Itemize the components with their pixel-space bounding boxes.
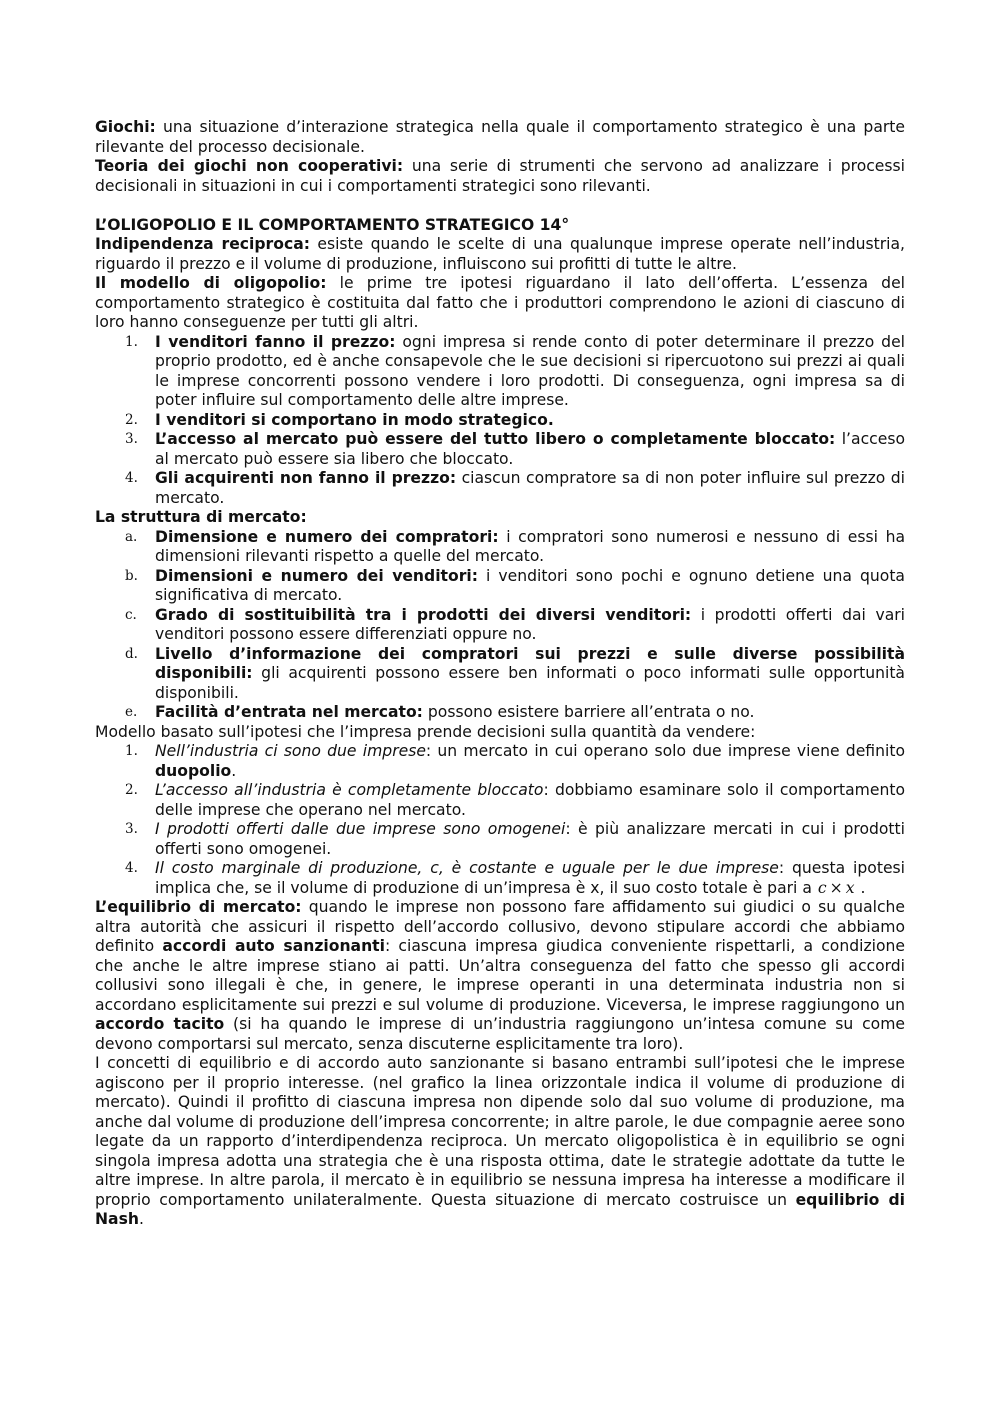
list-marker: 1.: [125, 743, 138, 759]
text-concetti-after: .: [138, 1210, 144, 1228]
list-marker: 4.: [125, 860, 138, 876]
list-item-term: Gli acquirenti non fanno il prezzo:: [155, 469, 457, 487]
cost-formula: [818, 879, 855, 897]
term-equilibrio: L’equilibrio di mercato:: [95, 898, 302, 916]
list-item-term: Grado di sostituibilità tra i prodotti dei diversi venditori:: [155, 605, 692, 624]
paragraph-indipendenza: [95, 235, 905, 274]
section-heading: L’OLIGOPOLIO E IL COMPORTAMENTO STRATEGICO 14°: [95, 215, 570, 234]
list-marker: c.: [125, 606, 137, 623]
list-item: [95, 430, 905, 469]
term-indipendenza: Indipendenza reciproca:: [95, 235, 310, 253]
list-item: [95, 469, 905, 508]
list-item: [95, 606, 905, 645]
list-item-text: : un mercato in cui operano solo due imprese viene definito: [425, 742, 905, 760]
list-item-term: Facilità d’entrata nel mercato:: [155, 703, 423, 721]
list-item-italic: L’accesso all’industria è completamente bloccato: [155, 781, 544, 799]
text-giochi: una situazione d’interazione strategica nella quale il comportamento strategico è una parte rilevante del processo decisionale.: [95, 118, 905, 156]
list-marker: 2.: [125, 782, 138, 798]
list-item-bold: duopolio: [155, 761, 232, 780]
text-equilibrio-3: (si ha quando le imprese di un’industria raggiungono un’intesa comune su come devono comportarsi sul mercato, senza discuterne esplicitamente tra loro).: [95, 1015, 905, 1053]
list-marker: 3.: [125, 431, 138, 447]
list-item: [95, 742, 905, 781]
list-item: [95, 645, 905, 704]
list-item: [95, 781, 905, 820]
list-item: [95, 528, 905, 567]
formula-end: .: [860, 878, 866, 897]
paragraph-equilibrio: [95, 898, 905, 1054]
struttura-heading: [95, 508, 905, 528]
formula-c: c: [817, 878, 827, 897]
text-modello-oligopolio: le prime tre ipotesi riguardano il lato dell’offerta. L’essenza del comportamento strategico è costituita dal fatto che i produttori comprendono le azioni di ciascuno di loro hanno conseguenze per tutti gli altri.: [95, 274, 905, 331]
list-item-text: : questa ipotesi implica che, se il volume di produzione di un’impresa è x, il suo costo totale è pari a: [155, 859, 905, 897]
list-item-text: ciascun compratore sa di non poter influire sul prezzo di mercato.: [155, 469, 905, 507]
paragraph-modello-quantita: Modello basato sull’ipotesi che l’impresa prende decisioni sulla quantità da vendere:: [95, 722, 756, 741]
list-item-term: I venditori si comportano in modo strategico.: [155, 410, 554, 429]
list-item-text: : dobbiamo esaminare solo il comportamento delle imprese che operano nel mercato.: [155, 781, 905, 819]
list-item-text: possono esistere barriere all’entrata o no.: [422, 703, 755, 721]
list-item: [95, 820, 905, 859]
list-item-after: .: [231, 761, 237, 780]
list-item-term: Livello d’informazione dei compratori sui prezzi e sulle diverse possibilità disponibili:: [155, 644, 905, 682]
list-item-italic: Il costo marginale di produzione, c, è costante e uguale per le due imprese: [155, 859, 779, 877]
paragraph-teoria-giochi: [95, 157, 905, 196]
paragraph-giochi: [95, 118, 905, 157]
paragraph-concetti: [95, 1054, 905, 1230]
ipotesi-list: [95, 333, 905, 509]
list-item-text: l’acceso al mercato può essere sia libero che bloccato.: [155, 430, 905, 468]
list-item-text: ogni impresa si rende conto di poter determinare il prezzo del proprio prodotto, ed è anche consapevole che le sue decisioni si ripercuotono sui prezzi ai quali le imprese concorrenti possono vendere i loro prodotti. Di conseguenza, ogni impresa sa di poter influire sul comportamento delle altre imprese.: [155, 332, 905, 409]
list-item: [95, 411, 905, 431]
text-equilibrio-2: : ciascuna impresa giudica conveniente rispettarli, a condizione che anche le altre imprese stiano ai patti. Un’altra conseguenza del fatto che spesso gli accordi collusivi sono illegali è che, in genere, le imprese operanti in una determinata industria non si accordano esplicitamente sui prezzi e sul volume di produzione. Viceversa, le imprese raggiungono un: [95, 937, 905, 1014]
list-item-term: Dimensioni e numero dei venditori:: [155, 566, 478, 585]
list-marker: 4.: [125, 470, 138, 486]
text-concetti: I concetti di equilibrio e di accordo auto sanzionante si basano entrambi sull’ipotesi che le imprese agiscono per il proprio interesse. (nel grafico la linea orizzontale indica il volume di produzione di mercato). Quindi il profitto di ciascuna impresa non dipende solo dal suo volume di produzione, ma anche dal volume di produzione dell’impresa concorrente; in altre parole, le due compagnie aeree sono legate da un rapporto d’interdipendenza reciproca. Un mercato oligopolistica è in equilibrio se ogni singola impresa adotta una strategia che è una risposta ottima, date le strategie adottate da tutte le altre imprese. In altre parola, il mercato è in equilibrio se nessuna impresa ha interesse a modificare il proprio comportamento unilateralmente. Questa situazione di mercato costruisce un: [95, 1054, 905, 1209]
list-item-term: Dimensione e numero dei compratori:: [155, 527, 499, 546]
list-marker: e.: [125, 704, 138, 720]
list-item: [95, 567, 905, 606]
spacer: [95, 196, 905, 216]
list-item-term: L’accesso al mercato può essere del tutto libero o completamente bloccato:: [155, 430, 836, 448]
list-item: [95, 703, 905, 723]
list-item: [95, 333, 905, 411]
list-marker: 1.: [125, 333, 138, 350]
formula-times: ×: [829, 878, 843, 897]
list-item-text: i prodotti offerti dai vari venditori possono essere differenziati oppure no.: [155, 605, 905, 643]
bold-equilibrio-nash: equilibrio di Nash: [95, 1190, 905, 1228]
text-equilibrio-1: quando le imprese non possono fare affidamento sui giudici o su qualche altra autorità che assicuri il rispetto dell’accordo collusivo, devono stipulare accordi che abbiamo definito: [95, 898, 906, 955]
list-marker: a.: [125, 528, 138, 545]
modello-quantita-list: [95, 742, 905, 898]
list-item-text: i compratori sono numerosi e nessuno di essi ha dimensioni rilevanti rispetto a quelle del mercato.: [155, 527, 906, 565]
list-item-text: i venditori sono pochi e ognuno detiene una quota significativa di mercato.: [155, 566, 905, 604]
list-marker: b.: [125, 567, 138, 584]
list-item-italic: I prodotti offerti dalle due imprese sono omogenei: [155, 820, 566, 838]
term-teoria-giochi: Teoria dei giochi non cooperativi:: [95, 157, 404, 175]
list-item: [95, 859, 905, 898]
text-indipendenza: esiste quando le scelte di una qualunque imprese operate nell’industria, riguardo il prezzo e il volume di produzione, influiscono sui profitti di tutte le altre.: [95, 235, 905, 273]
paragraph-modello-oligopolio: [95, 274, 905, 333]
list-item-italic: Nell’industria ci sono due imprese: [155, 742, 426, 760]
list-item-text: gli acquirenti possono essere ben informati o poco informati sulle opportunità disponibili.: [155, 664, 905, 702]
list-item-term: I venditori fanno il prezzo:: [155, 332, 396, 351]
formula-x: x: [845, 878, 855, 897]
text-teoria-giochi: una serie di strumenti che servono ad analizzare i processi decisionali in situazioni in cui i comportamenti strategici sono rilevanti.: [95, 157, 905, 195]
list-marker: 3.: [125, 821, 138, 837]
struttura-list: [95, 528, 905, 723]
list-marker: d.: [125, 645, 138, 662]
bold-accordi-auto-sanzionanti: accordi auto sanzionanti: [162, 937, 385, 955]
list-marker: 2.: [125, 411, 138, 428]
list-item-text: : è più analizzare mercati in cui i prodotti offerti sono omogenei.: [155, 820, 905, 858]
struttura-heading-text: La struttura di mercato:: [95, 508, 307, 526]
bold-accordo-tacito: accordo tacito: [95, 1015, 225, 1033]
term-giochi: Giochi:: [95, 118, 156, 136]
term-modello-oligopolio: Il modello di oligopolio:: [95, 274, 327, 292]
